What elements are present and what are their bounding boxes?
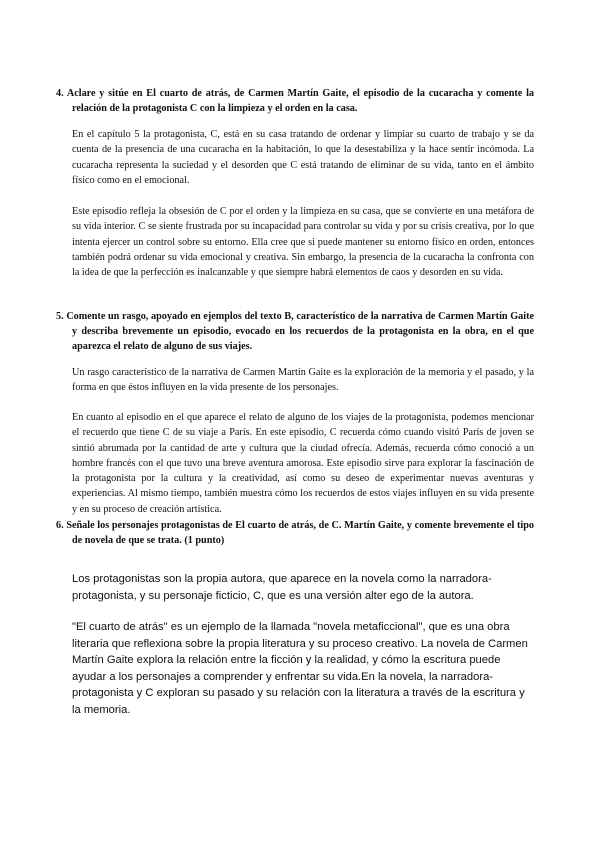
answer-6-paragraph-2: "El cuarto de atrás" es un ejemplo de la llamada "novela metaficcional", que es una obra literaria que reflexiona sobre la propia literatura y su proceso creativo. La novela de Carmen Martín Gaite explora la relación entre la ficción y la realidad, y cómo la escritura puede ayudar a los personajes a comprender y enfrentar su vida.En la novela, la narradora-protagonista y C exploran su pasado y su relación con la literatura a través de la escritura y la memoria. [72,621,528,716]
answer-4-paragraph-2: Este episodio refleja la obsesión de C por el orden y la limpieza en su casa, que se convierte en una metáfora de su vida interior. C se siente frustrada por su incapacidad para controlar su vida y por su crisis creativa, por lo que intenta ejercer un control sobre su entorno. Ella cree que si puede mantener su entorno físico en orden, entonces también podrá ordenar su vida emocional y creativa. Sin embargo, la presencia de la cucaracha la confronta con la idea de que la perfección es inalcanzable y que siempre habrá elementos de caos y desorden en su vida. [72,206,534,279]
question-6-number: 6. [56,520,64,531]
answer-4-paragraph-1: En el capítulo 5 la protagonista, C, está en su casa tratando de ordenar y limpiar su cuarto de trabajo y se da cuenta de la presencia de una cucaracha en la habitación, lo que la desestabiliza y la hace sentir incómoda. La cucaracha representa la suciedad y el desorden que C está tratando de eliminar de su vida, tanto en el ámbito físico como en el emocional. [72,129,534,186]
question-6 [56,518,534,548]
question-5 [56,309,534,354]
question-5-number: 5. [56,311,64,322]
answer-5-paragraph-2: En cuanto al episodio en el que aparece el relato de alguno de los viajes de la protagonista, podemos mencionar el recuerdo que tiene C de su viaje a París. En este episodio, C recuerda cómo cuando visitó París de joven se sintió abrumada por la cantidad de arte y cultura que la ciudad ofrecía. Además, recuerda cómo conoció a un hombre francés con el que tuvo una breve aventura amorosa. Este episodio sirve para explorar la fascinación de la protagonista por la cultura y la creatividad, así como su deseo de experimentar nuevas aventuras y experiencias. Al mismo tiempo, también muestra cómo los recuerdos de estos viajes influyen en su vida presente y en su proceso de creación artística. [72,412,534,515]
question-5-text: Comente un rasgo, apoyado en ejemplos del texto B, característico de la narrativa de Carmen Martín Gaite y describa brevemente un episodio, evocado en los recuerdos de la protagonista en la obra, en el que aparezca el relato de alguno de sus viajes. [66,311,534,352]
answer-5-paragraph-1: Un rasgo característico de la narrativa de Carmen Martín Gaite es la exploración de la memoria y el pasado, y la forma en que éstos influyen en la vida presente de los personajes. [72,367,534,394]
question-4 [56,86,534,116]
answer-6-paragraph-1: Los protagonistas son la propia autora, que aparece en la novela como la narradora-protagonista, y su personaje ficticio, C, que es una versión alter ego de la autora. [72,573,492,602]
question-4-text: Aclare y sitúe en El cuarto de atrás, de Carmen Martín Gaite, el episodio de la cucaracha y comente la relación de la protagonista C con la limpieza y el orden en la casa. [66,88,534,114]
question-6-text: Señale los personajes protagonistas de El cuarto de atrás, de C. Martín Gaite, y comente brevemente el tipo de novela de que se trata. (1 punto) [66,520,535,546]
question-4-number: 4. [56,88,64,99]
